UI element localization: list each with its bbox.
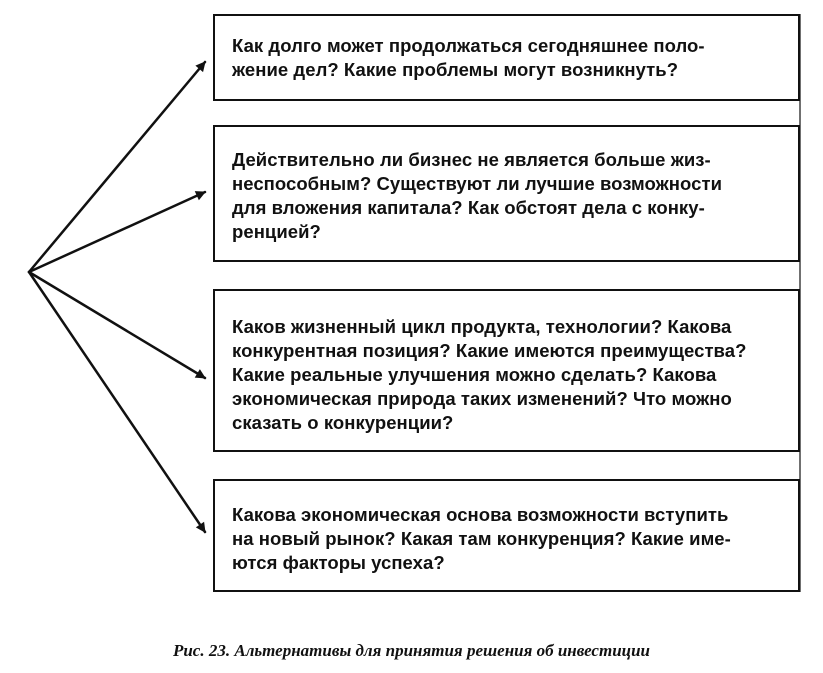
text-line: Какова экономическая основа возможности вступить — [232, 504, 729, 525]
question-box-product-lifecycle — [213, 289, 800, 452]
figure-caption: Рис. 23. Альтернативы для принятия решения об инвестиции — [172, 641, 651, 660]
text-line: Действительно ли бизнес не является больше жиз- — [232, 149, 711, 170]
arrow-to-box-3 — [29, 272, 205, 378]
question-box-text — [232, 148, 784, 244]
question-box-text — [232, 34, 784, 82]
arrow-to-box-4 — [29, 272, 205, 532]
text-line: жение дел? Какие проблемы могут возникнуть? — [232, 59, 679, 80]
question-box-new-market — [213, 479, 800, 592]
text-line: конкурентная позиция? Какие имеются преимущества? — [232, 340, 747, 361]
text-line: ренцией? — [232, 221, 321, 242]
question-box-text — [232, 503, 784, 575]
question-box-text — [232, 315, 784, 435]
arrow-to-box-2 — [29, 192, 205, 272]
text-line: экономическая природа таких изменений? Что можно — [232, 388, 732, 409]
question-box-current-state — [213, 14, 800, 101]
question-box-business-viability — [213, 125, 800, 262]
text-line: на новый рынок? Какая там конкуренция? Какие име- — [232, 528, 731, 549]
text-line: Какие реальные улучшения можно сделать? Какова — [232, 364, 717, 385]
text-line: ются факторы успеха? — [232, 552, 445, 573]
text-line: для вложения капитала? Как обстоят дела с конку- — [232, 197, 705, 218]
text-line: неспособным? Существуют ли лучшие возможности — [232, 173, 723, 194]
arrow-to-box-1 — [29, 62, 205, 272]
text-line: Как долго может продолжаться сегодняшнее поло- — [232, 35, 705, 56]
text-line: сказать о конкуренции? — [232, 412, 454, 433]
text-line: Каков жизненный цикл продукта, технологии? Какова — [232, 316, 732, 337]
